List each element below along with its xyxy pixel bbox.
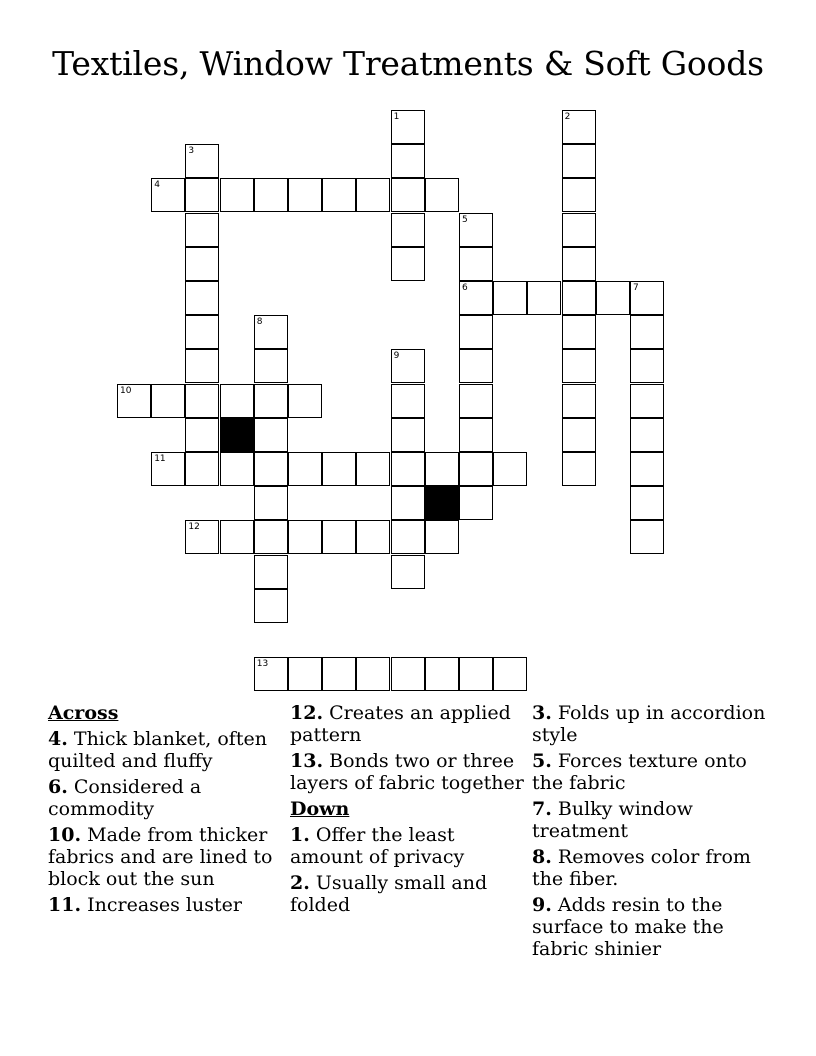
- grid-cell[interactable]: [459, 349, 493, 383]
- grid-cell[interactable]: [630, 486, 664, 520]
- grid-cell[interactable]: [391, 110, 425, 144]
- grid-cell[interactable]: [185, 247, 219, 281]
- clue-num: 1.: [290, 824, 310, 846]
- clue-num: 10.: [48, 824, 82, 846]
- grid-cell[interactable]: [151, 178, 185, 212]
- grid-cell[interactable]: [322, 452, 356, 486]
- grid-cell[interactable]: [459, 384, 493, 418]
- clue-num: 6.: [48, 776, 68, 798]
- grid-cell[interactable]: [356, 657, 390, 691]
- grid-cell[interactable]: [185, 520, 219, 554]
- clue-number: 1: [393, 112, 400, 122]
- grid-cell[interactable]: [562, 349, 596, 383]
- clue-item: [532, 894, 772, 960]
- grid-cell[interactable]: [391, 486, 425, 520]
- clue-number: 4: [154, 180, 160, 191]
- clue-number: 10: [120, 385, 132, 396]
- clue-item: [290, 750, 530, 794]
- grid-cell[interactable]: [425, 452, 459, 486]
- clue-number: 2: [564, 112, 571, 122]
- black-square: [220, 418, 254, 452]
- grid-cell[interactable]: [391, 384, 425, 418]
- grid-cell[interactable]: [425, 178, 459, 212]
- clue-item: [290, 702, 530, 746]
- grid-cell[interactable]: [562, 213, 596, 247]
- grid-cell[interactable]: [391, 657, 425, 691]
- grid-cell[interactable]: [288, 520, 322, 554]
- grid-cell[interactable]: [630, 520, 664, 554]
- grid-cell[interactable]: [254, 315, 288, 349]
- clue-text: Offer the least amount of privacy: [290, 824, 465, 868]
- grid-cell[interactable]: [562, 144, 596, 178]
- grid-cell[interactable]: [185, 384, 219, 418]
- grid-cell[interactable]: [630, 315, 664, 349]
- grid-cell[interactable]: [562, 418, 596, 452]
- clue-num: 8.: [532, 846, 552, 868]
- clue-column-2: [290, 702, 530, 920]
- grid-cell[interactable]: [322, 178, 356, 212]
- clue-text: Adds resin to the surface to make the fabric shinier: [532, 894, 724, 960]
- grid-cell[interactable]: [288, 384, 322, 418]
- across-heading: Across: [48, 702, 119, 724]
- grid-cell[interactable]: [562, 178, 596, 212]
- grid-cell[interactable]: [356, 178, 390, 212]
- grid-cell[interactable]: [254, 452, 288, 486]
- grid-cell[interactable]: [493, 657, 527, 691]
- clue-num: 2.: [290, 872, 310, 894]
- grid-cell[interactable]: [391, 349, 425, 383]
- grid-cell[interactable]: [391, 418, 425, 452]
- clue-num: 12.: [290, 702, 324, 724]
- clue-num: 9.: [532, 894, 552, 916]
- grid-cell[interactable]: [185, 452, 219, 486]
- grid-cell[interactable]: [185, 213, 219, 247]
- clue-text: Folds up in accordion style: [532, 702, 766, 746]
- clue-number: 11: [154, 454, 166, 464]
- clue-item: [532, 750, 772, 794]
- grid-cell[interactable]: [391, 247, 425, 281]
- clue-item: [48, 728, 288, 772]
- clue-item: [532, 798, 772, 842]
- clue-number: 7: [633, 283, 639, 293]
- clue-text: Usually small and folded: [290, 872, 488, 916]
- grid-cell[interactable]: [391, 520, 425, 554]
- grid-cell[interactable]: [288, 452, 322, 486]
- grid-cell[interactable]: [459, 486, 493, 520]
- grid-cell[interactable]: [254, 349, 288, 383]
- clue-text: Considered a commodity: [48, 776, 202, 820]
- grid-cell[interactable]: [391, 452, 425, 486]
- grid-cell[interactable]: [288, 178, 322, 212]
- grid-cell[interactable]: [220, 452, 254, 486]
- down-heading: Down: [290, 798, 350, 820]
- grid-cell[interactable]: [562, 452, 596, 486]
- grid-cell[interactable]: [391, 213, 425, 247]
- clue-num: 3.: [532, 702, 552, 724]
- grid-cell[interactable]: [459, 657, 493, 691]
- grid-cell[interactable]: [322, 520, 356, 554]
- clue-number: 12: [188, 522, 200, 533]
- grid-cell[interactable]: [630, 281, 664, 315]
- grid-cell[interactable]: [630, 384, 664, 418]
- grid-cell[interactable]: [254, 555, 288, 589]
- grid-cell[interactable]: [459, 452, 493, 486]
- grid-cell[interactable]: [220, 178, 254, 212]
- grid-cell[interactable]: [562, 281, 596, 315]
- grid-cell[interactable]: [185, 144, 219, 178]
- grid-cell[interactable]: [185, 418, 219, 452]
- grid-cell[interactable]: [562, 384, 596, 418]
- grid-cell[interactable]: [630, 349, 664, 383]
- grid-cell[interactable]: [254, 178, 288, 212]
- grid-cell[interactable]: [356, 520, 390, 554]
- clue-item: [290, 872, 530, 916]
- grid-cell[interactable]: [630, 418, 664, 452]
- clue-item: [48, 776, 288, 820]
- grid-cell[interactable]: [185, 281, 219, 315]
- clue-item: [532, 702, 772, 746]
- clue-text: Forces texture onto the fabric: [532, 750, 747, 794]
- grid-cell[interactable]: [630, 452, 664, 486]
- grid-cell[interactable]: [425, 657, 459, 691]
- grid-cell[interactable]: [562, 110, 596, 144]
- grid-cell[interactable]: [562, 247, 596, 281]
- clue-column-3: [532, 702, 772, 964]
- grid-cell[interactable]: [459, 315, 493, 349]
- clue-item: [290, 824, 530, 868]
- grid-cell[interactable]: [254, 657, 288, 691]
- grid-cell[interactable]: [391, 178, 425, 212]
- clue-column-1: [48, 702, 288, 920]
- clue-number: 9: [393, 351, 400, 362]
- clue-text: Removes color from the fiber.: [532, 846, 751, 890]
- grid-cell[interactable]: [288, 657, 322, 691]
- clue-num: 11.: [48, 894, 82, 916]
- grid-cell[interactable]: [425, 520, 459, 554]
- grid-cell[interactable]: [391, 144, 425, 178]
- clue-item: [532, 846, 772, 890]
- clue-number: 3: [188, 146, 195, 157]
- grid-cell[interactable]: [220, 384, 254, 418]
- grid-cell[interactable]: [596, 281, 630, 315]
- grid-cell[interactable]: [185, 315, 219, 349]
- clue-text: Bulky window treatment: [532, 798, 693, 842]
- grid-cell[interactable]: [254, 384, 288, 418]
- grid-cell[interactable]: [185, 178, 219, 212]
- clue-text: Creates an applied pattern: [290, 702, 511, 746]
- grid-cell[interactable]: [322, 657, 356, 691]
- clue-number: 8: [256, 317, 263, 328]
- grid-cell[interactable]: [254, 520, 288, 554]
- grid-cell[interactable]: [459, 418, 493, 452]
- grid-cell[interactable]: [254, 486, 288, 520]
- grid-cell[interactable]: [459, 247, 493, 281]
- clue-text: Made from thicker fabrics and are lined to block out the sun: [48, 824, 273, 890]
- grid-cell[interactable]: [459, 281, 493, 315]
- clue-item: [48, 824, 288, 890]
- grid-cell[interactable]: [151, 384, 185, 418]
- clue-num: 4.: [48, 728, 68, 750]
- clue-text: Thick blanket, often quilted and fluffy: [48, 728, 267, 772]
- grid-cell[interactable]: [391, 555, 425, 589]
- grid-cell[interactable]: [493, 281, 527, 315]
- clue-num: 7.: [532, 798, 552, 820]
- grid-cell[interactable]: [151, 452, 185, 486]
- grid-cell[interactable]: [254, 418, 288, 452]
- clue-text: Increases luster: [87, 894, 242, 916]
- page-title: Textiles, Window Treatments & Soft Goods: [52, 44, 764, 83]
- clue-number: 6: [462, 283, 468, 293]
- grid-cell[interactable]: [220, 520, 254, 554]
- clue-number: 13: [256, 659, 269, 670]
- grid-cell[interactable]: [459, 213, 493, 247]
- grid-cell[interactable]: [562, 315, 596, 349]
- grid-cell[interactable]: [185, 349, 219, 383]
- clue-text: Bonds two or three layers of fabric together: [290, 750, 524, 794]
- grid-cell[interactable]: [527, 281, 561, 315]
- clue-item: [48, 894, 288, 916]
- clue-num: 5.: [532, 750, 552, 772]
- clue-num: 13.: [290, 750, 324, 772]
- grid-cell[interactable]: [117, 384, 151, 418]
- grid-cell[interactable]: [493, 452, 527, 486]
- clue-number: 5: [462, 214, 468, 225]
- black-square: [425, 486, 459, 520]
- grid-cell[interactable]: [356, 452, 390, 486]
- grid-cell[interactable]: [254, 589, 288, 623]
